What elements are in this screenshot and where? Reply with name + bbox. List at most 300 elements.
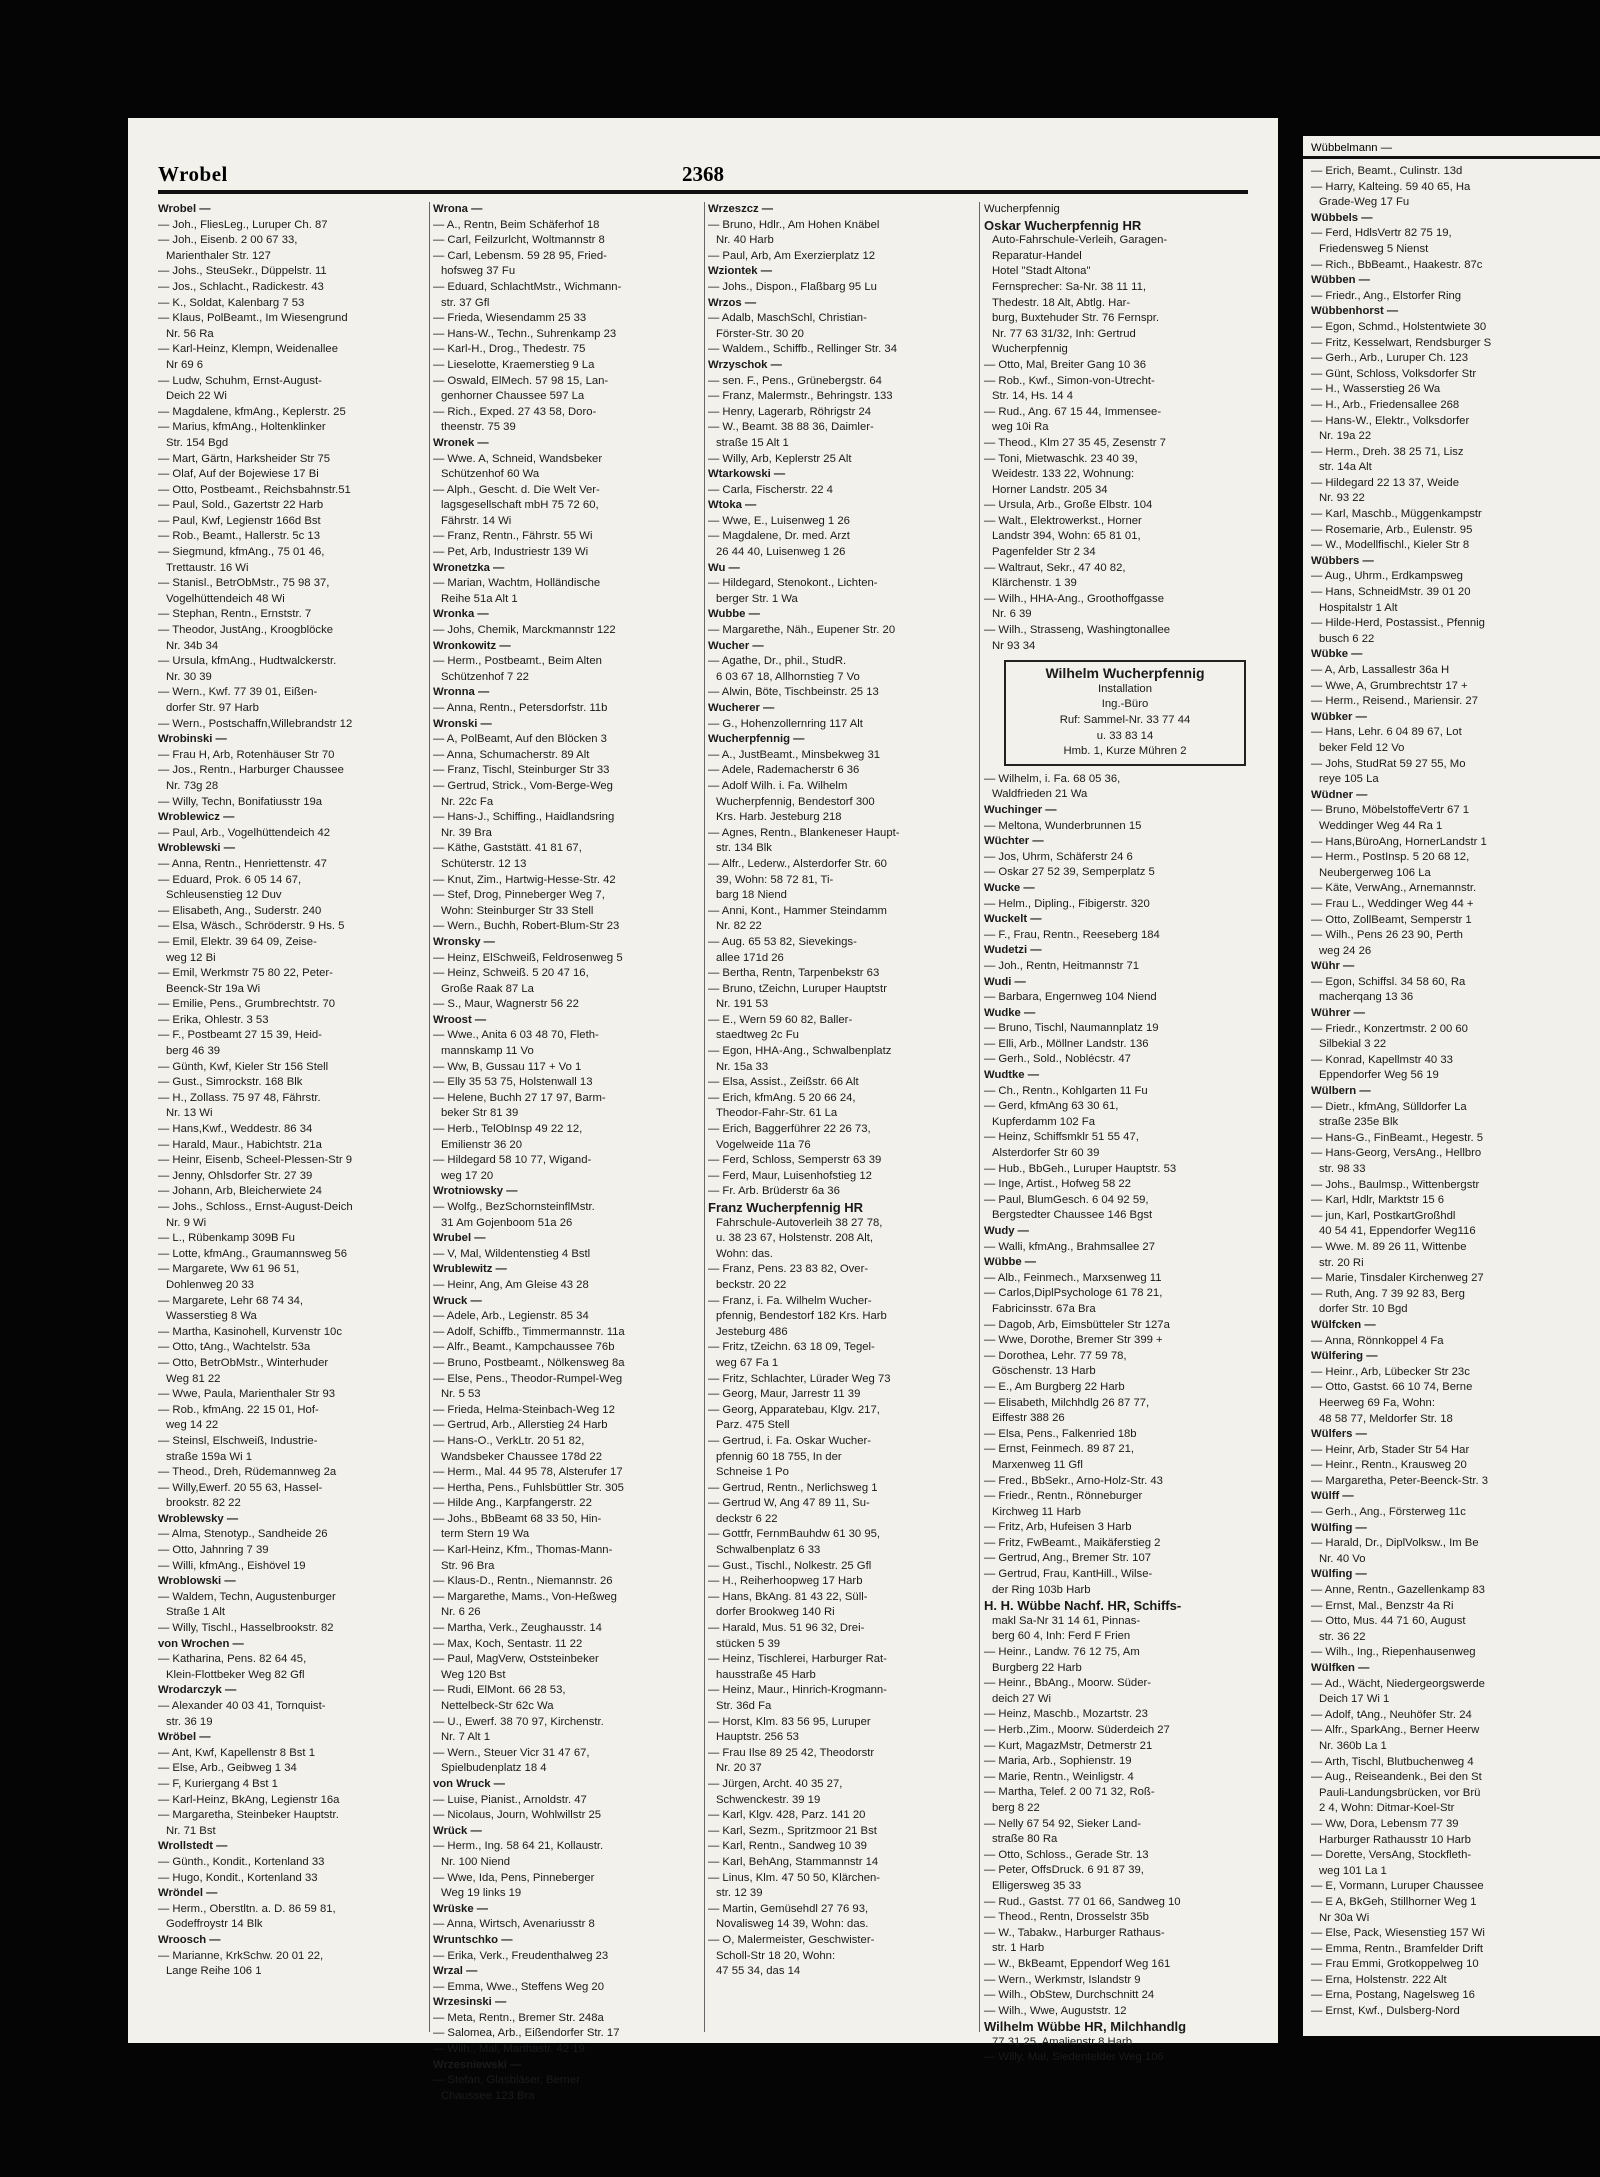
directory-entry: Wtoka —	[708, 499, 757, 512]
directory-entry: Waldfrieden 21 Wa	[992, 788, 1088, 801]
directory-entry: Wübker —	[1311, 710, 1367, 723]
directory-entry: — Stephan, Rentn., Ernststr. 7	[158, 608, 312, 621]
directory-entry: Wucherpfennig —	[708, 733, 805, 746]
directory-entry: — Wilh., Wwe, Auguststr. 12	[984, 2004, 1127, 2017]
directory-entry: Schwenckestr. 39 19	[716, 1793, 821, 1806]
directory-entry: — Karl, Maschb., Müggenkampstr	[1311, 508, 1482, 521]
directory-entry: Wrotniowsky —	[433, 1185, 518, 1198]
directory-page	[128, 118, 1278, 2102]
directory-entry: — Katharina, Pens. 82 64 45,	[158, 1653, 307, 1666]
directory-entry: — Fritz, Schlachter, Lürader Weg 73	[708, 1372, 891, 1385]
directory-entry: Wrzesniewski —	[433, 2058, 522, 2071]
directory-entry: — Erich, kfmAng. 5 20 66 24,	[708, 1091, 856, 1104]
directory-entry: — Fr. Arb. Brüderstr 6a 36	[708, 1185, 840, 1198]
directory-entry: Wudetzi —	[984, 944, 1042, 957]
directory-entry: — W., Beamt. 38 88 36, Daimler-	[708, 421, 874, 434]
directory-entry: — H., Wasserstieg 26 Wa	[1311, 383, 1441, 396]
directory-entry: — Elisabeth, Ang., Suderstr. 240	[158, 904, 322, 917]
directory-entry: — Alfr., Beamt., Kampchaussee 76b	[433, 1341, 615, 1354]
directory-entry: straße 15 Alt 1	[716, 436, 789, 449]
directory-entry: — Mart, Gärtn, Harksheider Str 75	[158, 452, 331, 465]
directory-entry: Wüchter —	[984, 835, 1044, 848]
directory-entry: — Egon, Schmd., Holstentwiete 30	[1311, 320, 1487, 333]
directory-entry: Marienthaler Str. 127	[166, 249, 271, 262]
directory-entry: Eiffestr 388 26	[992, 1412, 1065, 1425]
directory-entry: — Adele, Arb., Legienstr. 85 34	[433, 1310, 589, 1323]
directory-entry: — Ant, Kwf, Kapellenstr 8 Bst 1	[158, 1746, 315, 1759]
directory-entry: Trettaustr. 16 Wi	[166, 561, 249, 574]
directory-entry: — Gertrud, Arb., Allerstieg 24 Harb	[433, 1419, 608, 1432]
directory-entry: — Nelly 67 54 92, Sieker Land-	[984, 1817, 1141, 1830]
directory-entry: — Gerh., Arb., Luruper Ch. 123	[1311, 352, 1468, 365]
directory-entry: — Theod., Dreh, Rüdemannweg 2a	[158, 1466, 337, 1479]
directory-entry: — Gertrud W, Ang 47 89 11, Su-	[708, 1497, 870, 1510]
directory-entry: — Helene, Buchh 27 17 97, Barm-	[433, 1091, 606, 1104]
directory-entry: — Alfr., Lederw., Alsterdorfer Str. 60	[708, 857, 887, 870]
directory-entry: str. 36 19	[166, 1715, 213, 1728]
directory-entry: — Bruno, Hdlr., Am Hohen Knäbel	[708, 218, 880, 231]
directory-entry: — Gerd, kfmAng 63 30 61,	[984, 1100, 1119, 1113]
directory-entry: — Hub., BbGeh., Luruper Hauptstr. 53	[984, 1162, 1177, 1175]
directory-entry: — Johs, Chemik, Marckmannstr 122	[433, 624, 616, 637]
directory-entry: Wroblowski —	[158, 1575, 236, 1588]
directory-entry: — Margarethe, Mams., Von-Heßweg	[433, 1590, 617, 1603]
directory-entry: — Wwe, A, Grumbrechtstr 17 +	[1311, 679, 1468, 692]
directory-entry: — Wwe, Paula, Marienthaler Str 93	[158, 1388, 336, 1401]
directory-entry: — Johs., Baulmsp., Wittenbergstr	[1311, 1178, 1480, 1191]
directory-entry: — Eduard, SchlachtMstr., Wichmann-	[433, 280, 622, 293]
directory-entry: term Stern 19 Wa	[441, 1528, 530, 1541]
directory-entry: 2 4, Wohn: Ditmar-Koel-Str	[1319, 1802, 1455, 1815]
directory-entry: — Fritz, Kesselwart, Rendsburger S	[1311, 336, 1492, 349]
directory-entry: — Anna, Rentn., Petersdorfstr. 11b	[433, 702, 608, 714]
directory-entry: weg 12 Bi	[166, 951, 216, 964]
directory-entry: beker Str 81 39	[441, 1107, 519, 1120]
directory-entry: — Johs., Schloss., Ernst-August-Deich	[158, 1201, 353, 1213]
directory-entry: Wuchinger —	[984, 803, 1057, 816]
advertisement-title: Wilhelm Wucherpfennig	[1045, 665, 1205, 682]
directory-entry: — E., Am Burgberg 22 Harb	[984, 1380, 1125, 1393]
directory-entry: — Emil, Elektr. 39 64 09, Zeise-	[158, 935, 317, 948]
directory-entry: — Bertha, Rentn, Tarpenbekstr 63	[708, 967, 880, 980]
directory-entry: — Adalb, MaschSchl, Christian-	[708, 312, 867, 325]
directory-entry: Nr 93 34	[992, 639, 1036, 652]
directory-entry: — Ursula, kfmAng., Hudtwalckerstr.	[158, 655, 337, 668]
directory-entry: — Bruno, Tischl, Naumannplatz 19	[984, 1022, 1159, 1035]
directory-entry: — Hans, SchneidMstr. 39 01 20	[1311, 586, 1471, 599]
directory-entry: Nr. 40 Vo	[1319, 1552, 1366, 1565]
directory-entry: — Klaus-D., Rentn., Niemannstr. 26	[433, 1575, 613, 1588]
directory-entry: — Alfr., SparkAng., Berner Heerw	[1311, 1724, 1480, 1737]
directory-entry: — Wwe, Dorothe, Bremer Str 399 +	[984, 1334, 1163, 1347]
directory-entry: pfennig 60 18 755, In der	[716, 1450, 842, 1463]
directory-entry: — Eduard, Prok. 6 05 14 67,	[158, 873, 302, 886]
directory-entry: — Konrad, Kapellmstr 40 33	[1311, 1053, 1453, 1066]
directory-entry: — Wilh., ObStew, Durchschnitt 24	[984, 1989, 1155, 2002]
directory-entry: Wülfken —	[1311, 1662, 1370, 1674]
directory-entry: 31 Am Gojenboom 51a 26	[441, 1216, 573, 1229]
directory-entry: — Fritz, tZeichn. 63 18 09, Tegel-	[708, 1341, 875, 1354]
directory-entry: — Anna, Wirtsch, Avenariusstr 8	[433, 1918, 595, 1931]
directory-entry: — Paul, Sold., Gazertstr 22 Harb	[158, 499, 324, 512]
directory-entry: — Theod., Klm 27 35 45, Zesenstr 7	[984, 436, 1166, 449]
directory-entry: — Gerh., Sold., Noblécstr. 47	[984, 1053, 1131, 1066]
directory-entry: — F., Frau, Rentn., Reeseberg 184	[984, 928, 1160, 941]
directory-entry: — Else, Pack, Wiesenstieg 157 Wi	[1311, 1927, 1485, 1940]
directory-entry: — Franz, Malermstr., Behringstr. 133	[708, 390, 893, 403]
directory-entry: — Erika, Ohlestr. 3 53	[158, 1013, 269, 1026]
directory-entry: — Frieda, Helma-Steinbach-Weg 12	[433, 1403, 615, 1416]
directory-entry: — Heinr., Rentn., Krausweg 20	[1311, 1459, 1467, 1472]
directory-entry: genhorner Chaussee 597 La	[441, 390, 585, 403]
directory-entry: — Hildegard, Stenokont., Lichten-	[708, 577, 878, 590]
directory-entry: Wziontek —	[708, 265, 773, 278]
directory-entry: Silbekial 3 22	[1319, 1038, 1387, 1051]
directory-entry: — Herm., Postbeamt., Beim Alten	[433, 655, 602, 668]
directory-entry: Nr. 19a 22	[1319, 430, 1372, 443]
directory-entry: — Anni, Kont., Hammer Steindamm	[708, 904, 887, 917]
directory-entry: — Johs., BbBeamt 68 33 50, Hin-	[433, 1512, 602, 1525]
directory-entry: — Heinz, Tischlerei, Harburger Rat-	[708, 1653, 887, 1666]
directory-entry: — Friedr., Rentn., Rönneburger	[984, 1490, 1143, 1503]
directory-entry: — Hans-W., Elektr., Volksdorfer	[1311, 414, 1470, 427]
directory-entry: Wrzos —	[708, 296, 757, 309]
directory-entry: Eppendorfer Weg 56 19	[1319, 1069, 1439, 1082]
directory-entry: — Anna, Schumacherstr. 89 Alt	[433, 748, 590, 761]
directory-entry: — A., JustBeamt., Minsbekweg 31	[708, 748, 881, 761]
directory-entry: Fernsprecher: Sa-Nr. 38 11 11,	[992, 280, 1147, 293]
directory-entry: Wronna —	[433, 686, 490, 699]
directory-entry: — Dietr., kfmAng, Sülldorfer La	[1311, 1100, 1467, 1113]
directory-entry: Nr. 360b La 1	[1319, 1739, 1387, 1752]
directory-entry: Weg 19 links 19	[441, 1887, 522, 1900]
directory-entry: — Johs., Dispon., Flaßbarg 95 Lu	[708, 280, 877, 293]
directory-entry: Krs. Harb. Jesteburg 218	[716, 811, 842, 824]
directory-entry: Weg 81 22	[166, 1372, 221, 1385]
directory-entry: Nr 69 6	[166, 358, 204, 371]
directory-entry: — Hans, Lehr. 6 04 89 67, Lot	[1311, 726, 1462, 739]
header-rule	[158, 190, 1248, 194]
directory-entry: — Aug. 65 53 82, Sievekings-	[708, 935, 857, 948]
directory-entry: — Wolfg., BezSchornsteinflMstr.	[433, 1201, 595, 1213]
directory-entry: Wucher —	[708, 639, 764, 652]
directory-entry: — Paul, BlumGesch. 6 04 92 59,	[984, 1193, 1149, 1206]
column-divider	[429, 202, 430, 2032]
directory-entry: Wronsky —	[433, 935, 495, 948]
directory-entry: — Willy, Techn, Bonifatiusstr 19a	[158, 795, 323, 808]
directory-entry: Wrodarczyk —	[158, 1684, 237, 1697]
directory-entry: — Hans-Georg, VersAng., Hellbro	[1311, 1147, 1482, 1160]
directory-entry: Wudy —	[984, 1225, 1029, 1237]
directory-entry: — Heinz, Maur., Hinrich-Krogmann-	[708, 1684, 887, 1697]
directory-entry: — Adolf, Schiffb., Timmermannstr. 11a	[433, 1325, 625, 1338]
advertisement-line: Installation	[1097, 682, 1152, 695]
directory-entry: — Otto, tAng., Wachtelstr. 53a	[158, 1341, 311, 1354]
directory-entry: Wu —	[708, 561, 740, 574]
directory-entry: Reihe 51a Alt 1	[441, 592, 518, 605]
directory-entry: Hauptstr. 256 53	[716, 1731, 799, 1744]
directory-entry: Nr. 30 39	[166, 670, 212, 683]
directory-entry: — Agnes, Rentn., Blankeneser Haupt-	[708, 826, 900, 839]
directory-entry: — Linus, Klm. 47 50 50, Klärchen-	[708, 1871, 881, 1884]
directory-entry: — Harald, Mus. 51 96 32, Drei-	[708, 1622, 865, 1635]
directory-entry: — A, PolBeamt, Auf den Blöcken 3	[433, 733, 607, 746]
directory-entry: — Wwe. M. 89 26 11, Wittenbe	[1311, 1240, 1467, 1253]
directory-entry: — H., Arb., Friedensallee 268	[1311, 398, 1460, 411]
directory-entry: — Wilh., Pens 26 23 90, Perth	[1311, 929, 1463, 942]
directory-entry: — Herb.,Zim., Moorw. Süderdeich 27	[984, 1724, 1170, 1736]
directory-entry: Wronkowitz —	[433, 639, 511, 652]
directory-entry: — K., Soldat, Kalenbarg 7 53	[158, 296, 305, 309]
directory-entry: — Heinr., Landw. 76 12 75, Am	[984, 1646, 1140, 1659]
directory-entry: Bergstedter Chaussee 146 Bgst	[992, 1209, 1153, 1222]
directory-entry: dorfer Str. 97 Harb	[166, 702, 259, 714]
directory-entry: — Wwe, E., Luisenweg 1 26	[708, 514, 850, 527]
directory-entry: straße 80 Ra	[992, 1833, 1058, 1846]
directory-entry: — Rud., Ang. 67 15 44, Immensee-	[984, 405, 1162, 418]
directory-entry: — Friedr., Konzertmstr. 2 00 60	[1311, 1022, 1468, 1035]
directory-entry: deckstr 6 22	[716, 1512, 778, 1525]
directory-entry: — V, Mal, Wildentenstieg 4 Bstl	[433, 1247, 591, 1260]
directory-entry: — Fritz, FwBeamt., Maikäferstieg 2	[984, 1536, 1161, 1549]
directory-entry: — Alexander 40 03 41, Tornquist-	[158, 1700, 326, 1712]
directory-entry: — Alma, Stenotyp., Sandheide 26	[158, 1528, 328, 1541]
directory-entry: — Karl, BehAng, Stammannstr 14	[708, 1855, 879, 1868]
directory-entry: — Wilh., Strasseng, Washingtonallee	[984, 624, 1171, 637]
directory-entry: Alsterdorfer Str 60 39	[992, 1147, 1100, 1160]
directory-entry: — Marian, Wachtm, Holländische	[433, 577, 601, 590]
directory-entry: — Marie, Rentn., Weinligstr. 4	[984, 1770, 1134, 1783]
directory-entry: — Joh., Eisenb. 2 00 67 33,	[158, 234, 298, 247]
directory-entry: — Pet, Arb, Industriestr 139 Wi	[433, 546, 589, 559]
directory-entry: — Otto, Mal, Breiter Gang 10 36	[984, 358, 1146, 371]
directory-entry: Vogelweide 11a 76	[716, 1138, 811, 1151]
directory-entry: — Wwe., Anita 6 03 48 70, Fleth-	[433, 1029, 599, 1042]
directory-entry: str. 14a Alt	[1319, 461, 1372, 474]
directory-entry: — H., Zollass. 75 97 48, Fährstr.	[158, 1091, 321, 1104]
directory-entry: — Knut, Zim., Hartwig-Hesse-Str. 42	[433, 873, 616, 886]
directory-entry: — Elly 35 53 75, Holstenwall 13	[433, 1076, 593, 1089]
directory-entry: Wrzal —	[433, 1965, 478, 1978]
adjacent-running-head: Wübbelmann —	[1311, 142, 1392, 154]
directory-entry: dorfer Brookweg 140 Ri	[716, 1606, 835, 1619]
directory-entry: Wronetzka —	[433, 561, 505, 574]
directory-entry: Lange Reihe 106 1	[166, 1965, 262, 1978]
directory-entry: — Johs., SteuSekr., Düppelstr. 11	[158, 265, 327, 278]
directory-entry: — Hans-O., VerkLtr. 20 51 82,	[433, 1434, 585, 1447]
directory-entry: Wrüske —	[433, 1902, 489, 1915]
directory-entry: Wübke —	[1311, 648, 1363, 661]
directory-entry: — Hilde-Herd, Postassist., Pfennig	[1311, 617, 1485, 630]
directory-entry: Große Raak 87 La	[441, 982, 534, 995]
directory-entry: str. 36 22	[1319, 1630, 1366, 1643]
directory-entry: Wudtke —	[984, 1069, 1040, 1082]
directory-entry: — Willy, Arb, Keplerstr 25 Alt	[708, 452, 852, 465]
directory-entry: weg 101 La 1	[1319, 1864, 1387, 1877]
directory-entry: — Marius, kfmAng., Holtenklinker	[158, 421, 326, 434]
directory-entry: Burgberg 22 Harb	[992, 1661, 1082, 1674]
directory-entry: barg 18 Niend	[716, 889, 787, 902]
directory-entry: Wtarkowski —	[708, 468, 786, 481]
column-divider	[979, 202, 980, 2032]
directory-entry: — Wern., Werkmstr, Islandstr 9	[984, 1973, 1141, 1986]
directory-entry: — Paul, MagVerw, Oststeinbeker	[433, 1653, 599, 1666]
directory-entry: — Emil, Werkmstr 75 80 22, Peter-	[158, 967, 333, 980]
directory-entry: — Hildegard 22 13 37, Weide	[1311, 476, 1459, 489]
directory-entry: 26 44 40, Luisenweg 1 26	[716, 546, 846, 559]
directory-entry: Klein-Flottbeker Weg 82 Gfl	[166, 1668, 305, 1681]
directory-entry: Weg 120 Bst	[441, 1668, 506, 1681]
directory-entry: — Rob., Kwf., Simon-von-Utrecht-	[984, 374, 1155, 387]
directory-entry: — Otto, Schloss., Gerade Str. 13	[984, 1848, 1149, 1861]
directory-entry: — Hans-G., FinBeamt., Hegestr. 5	[1311, 1131, 1484, 1144]
directory-entry: — Wilhelm, i. Fa. 68 05 36,	[984, 772, 1121, 785]
directory-entry: Wrzyschok —	[708, 358, 782, 371]
directory-entry: Wucherpfennig	[992, 343, 1068, 356]
directory-entry: Wronski —	[433, 717, 492, 730]
directory-entry: hausstraße 45 Harb	[716, 1668, 816, 1681]
directory-entry: — Magdalene, Dr. med. Arzt	[708, 530, 850, 543]
directory-entry: macherqang 13 36	[1319, 991, 1414, 1004]
directory-entry: Friedensweg 5 Nienst	[1319, 242, 1429, 255]
directory-entry: Wronka —	[433, 608, 489, 621]
directory-entry: burg, Buxtehuder Str. 76 Fernspr.	[992, 312, 1160, 325]
directory-entry: Wilhelm Wübbe HR, Milchhandlg	[984, 2019, 1187, 2035]
adjacent-page	[1303, 136, 1600, 2036]
directory-entry: reye 105 La	[1319, 773, 1379, 786]
directory-entry: — Bruno, MöbelstoffeVertr 67 1	[1311, 804, 1470, 817]
directory-entry: — Frau Ilse 89 25 42, Theodorstr	[708, 1746, 875, 1759]
directory-entry: allee 171d 26	[716, 951, 784, 964]
directory-entry: Str. 154 Bgd	[166, 436, 229, 449]
directory-entry: mannskamp 11 Vo	[441, 1045, 534, 1058]
directory-entry: — L., Rübenkamp 309B Fu	[158, 1232, 295, 1245]
directory-entry: Nr. 56 Ra	[166, 327, 214, 340]
advertisement-line: u. 33 83 14	[1096, 729, 1154, 742]
directory-entry: — Hans,Kwf., Weddestr. 86 34	[158, 1123, 313, 1136]
directory-entry: — Oswald, ElMech. 57 98 15, Lan-	[433, 374, 609, 387]
directory-entry: — Emma, Rentn., Bramfelder Drift	[1311, 1942, 1484, 1955]
directory-entry: Wrubel —	[433, 1232, 486, 1245]
directory-entry: — Ruth, Ang. 7 39 92 83, Berg	[1311, 1287, 1465, 1300]
directory-entry: — Gerh., Ang., Försterweg 11c	[1311, 1506, 1466, 1519]
directory-entry: berg 60 4, Inh: Ferd F Frien	[992, 1630, 1131, 1643]
directory-entry: Wrobel —	[158, 203, 211, 215]
advertisement-line: Hmb. 1, Kurze Mühren 2	[1063, 745, 1187, 758]
directory-entry: — Elsa, Assist., Zeißstr. 66 Alt	[708, 1076, 859, 1089]
directory-entry: Wülfering —	[1311, 1350, 1378, 1363]
directory-entry: — Dagob, Arb, Eimsbütteler Str 127a	[984, 1318, 1170, 1331]
directory-entry: — Günth, Kwf, Kieler Str 156 Stell	[158, 1060, 329, 1073]
directory-entry: Chaussee 123 Bra	[441, 2089, 535, 2102]
directory-entry: — Herb., TelObInsp 49 22 12,	[433, 1123, 583, 1136]
directory-entry: — Heinz, Maschb., Mozartstr. 23	[984, 1708, 1148, 1721]
directory-entry: Nr. 6 26	[441, 1606, 481, 1619]
page-number: 2368	[682, 162, 724, 186]
directory-entry: — Barbara, Engernweg 104 Niend	[984, 991, 1157, 1004]
directory-entry: — Frau L., Weddinger Weg 44 +	[1311, 897, 1474, 910]
directory-entry: Nr. 5 53	[441, 1388, 481, 1401]
directory-entry: — Carl, Lebensm. 59 28 95, Fried-	[433, 249, 607, 262]
directory-entry: Wuckelt —	[984, 913, 1042, 926]
directory-entry: Wandsbeker Chaussee 178d 22	[441, 1450, 602, 1463]
directory-entry: — Maria, Arb., Sophienstr. 19	[984, 1755, 1132, 1768]
directory-entry: Straße 1 Alt	[166, 1606, 226, 1619]
directory-entry: — Siegmund, kfmAng., 75 01 46,	[158, 546, 325, 559]
directory-entry: Förster-Str. 30 20	[716, 327, 804, 340]
directory-entry: — Ferd, HdlsVertr 82 75 19,	[1311, 227, 1452, 240]
directory-entry: — Otto, Postbeamt., Reichsbahnstr.51	[158, 483, 351, 496]
directory-entry: — Karl, Sezm., Spritzmoor 21 Bst	[708, 1824, 877, 1837]
directory-entry: — Jürgen, Archt. 40 35 27,	[708, 1777, 843, 1790]
directory-entry: — Georg, Apparatebau, Klgv. 217,	[708, 1403, 880, 1416]
column-divider	[704, 202, 705, 2032]
directory-entry: Nr. 77 63 31/32, Inh: Gertrud	[992, 327, 1136, 340]
directory-entry: — Ferd, Schloss, Semperstr 63 39	[708, 1154, 882, 1167]
directory-entry: Oskar Wucherpfennig HR	[984, 217, 1142, 233]
directory-entry: — Hans, BkAng. 81 43 22, Süll-	[708, 1590, 868, 1603]
directory-entry: — Karl-Heinz, Kfm., Thomas-Mann-	[433, 1544, 613, 1557]
directory-entry: — F., Postbeamt 27 15 39, Heid-	[158, 1029, 322, 1042]
directory-entry: Pagenfelder Str 2 34	[992, 546, 1096, 559]
directory-entry: — Wern., Postschaffn,Willebrandstr 12	[158, 717, 353, 730]
directory-entry: Nr 30a Wi	[1319, 1911, 1370, 1924]
directory-entry: Wüdner —	[1311, 788, 1368, 801]
directory-entry: Neubergerweg 106 La	[1319, 866, 1431, 879]
directory-entry: — Heinz, ElSchweiß, Feldrosenweg 5	[433, 951, 623, 964]
directory-entry: — Rud., Gastst. 77 01 66, Sandweg 10	[984, 1895, 1181, 1908]
advertisement-box	[1004, 660, 1246, 766]
directory-entry: Godeffroystr 14 Blk	[166, 1918, 263, 1931]
directory-entry: Nr. 34b 34	[166, 639, 219, 652]
directory-entry: — Friedr., Ang., Elstorfer Ring	[1311, 289, 1462, 302]
directory-entry: — S., Maur, Wagnerstr 56 22	[433, 998, 579, 1011]
directory-entry: Heerweg 69 Fa, Wohn:	[1319, 1396, 1435, 1409]
directory-entry: — Herm., Reisend., Mariensir. 27	[1311, 695, 1478, 708]
directory-entry: — Karl-Heinz, Klempn, Weidenallee	[158, 343, 338, 356]
directory-entry: — Frieda, Wiesendamm 25 33	[433, 312, 587, 325]
directory-entry: — Frau Emmi, Grotkoppelweg 10	[1311, 1958, 1479, 1971]
directory-entry: Wrzeszcz —	[708, 203, 774, 215]
directory-entry: — Wern., Buchh, Robert-Blum-Str 23	[433, 920, 620, 933]
directory-entry: — Peter, OffsDruck. 6 91 87 39,	[984, 1864, 1144, 1877]
directory-entry: — Salomea, Arb., Eißendorfer Str. 17	[433, 2027, 620, 2040]
directory-entry: Deich 17 Wi 1	[1319, 1693, 1390, 1706]
directory-entry: — Horst, Klm. 83 56 95, Luruper	[708, 1715, 871, 1728]
directory-entry: — O, Malermeister, Geschwister-	[708, 1933, 875, 1946]
directory-entry: — Waltraut, Sekr., 47 40 82,	[984, 561, 1126, 574]
directory-entry: — Dorothea, Lehr. 77 59 78,	[984, 1349, 1127, 1362]
directory-entry: — Stef, Drog, Pinneberger Weg 7,	[433, 889, 605, 902]
directory-entry: — Otto, Gastst. 66 10 74, Berne	[1311, 1381, 1473, 1394]
directory-entry: — Elsa, Wäsch., Schröderstr. 9 Hs. 5	[158, 920, 345, 933]
directory-entry: — U., Ewerf. 38 70 97, Kirchenstr.	[433, 1715, 604, 1728]
directory-entry: — Wilh., Ing., Riepenhausenweg	[1311, 1646, 1476, 1659]
directory-entry: Auto-Fahrschule-Verleih, Garagen-	[992, 234, 1168, 247]
directory-entry: — Willy, Mal, Siedentelder Weg 106	[984, 2051, 1164, 2064]
directory-entry: Spielbudenplatz 18 4	[441, 1762, 547, 1775]
directory-entry: — Marie, Tinsdaler Kirchenweg 27	[1311, 1272, 1484, 1285]
directory-entry: dorfer Str. 10 Bgd	[1319, 1303, 1408, 1316]
directory-entry: Wroosch —	[158, 1933, 221, 1946]
directory-entry: — Oskar 27 52 39, Semperplatz 5	[984, 866, 1155, 879]
directory-entry: Deich 22 Wi	[166, 390, 227, 403]
directory-entry: — Anna, Rentn., Henriettenstr. 47	[158, 857, 327, 870]
directory-entry: — Ad., Wächt, Niedergeorgswerde	[1311, 1677, 1485, 1690]
directory-entry: — Heinr, Arb, Stader Str 54 Har	[1311, 1443, 1470, 1456]
directory-entry: Dohlenweg 20 33	[166, 1278, 254, 1291]
directory-entry: beker Feld 12 Vo	[1319, 741, 1405, 754]
